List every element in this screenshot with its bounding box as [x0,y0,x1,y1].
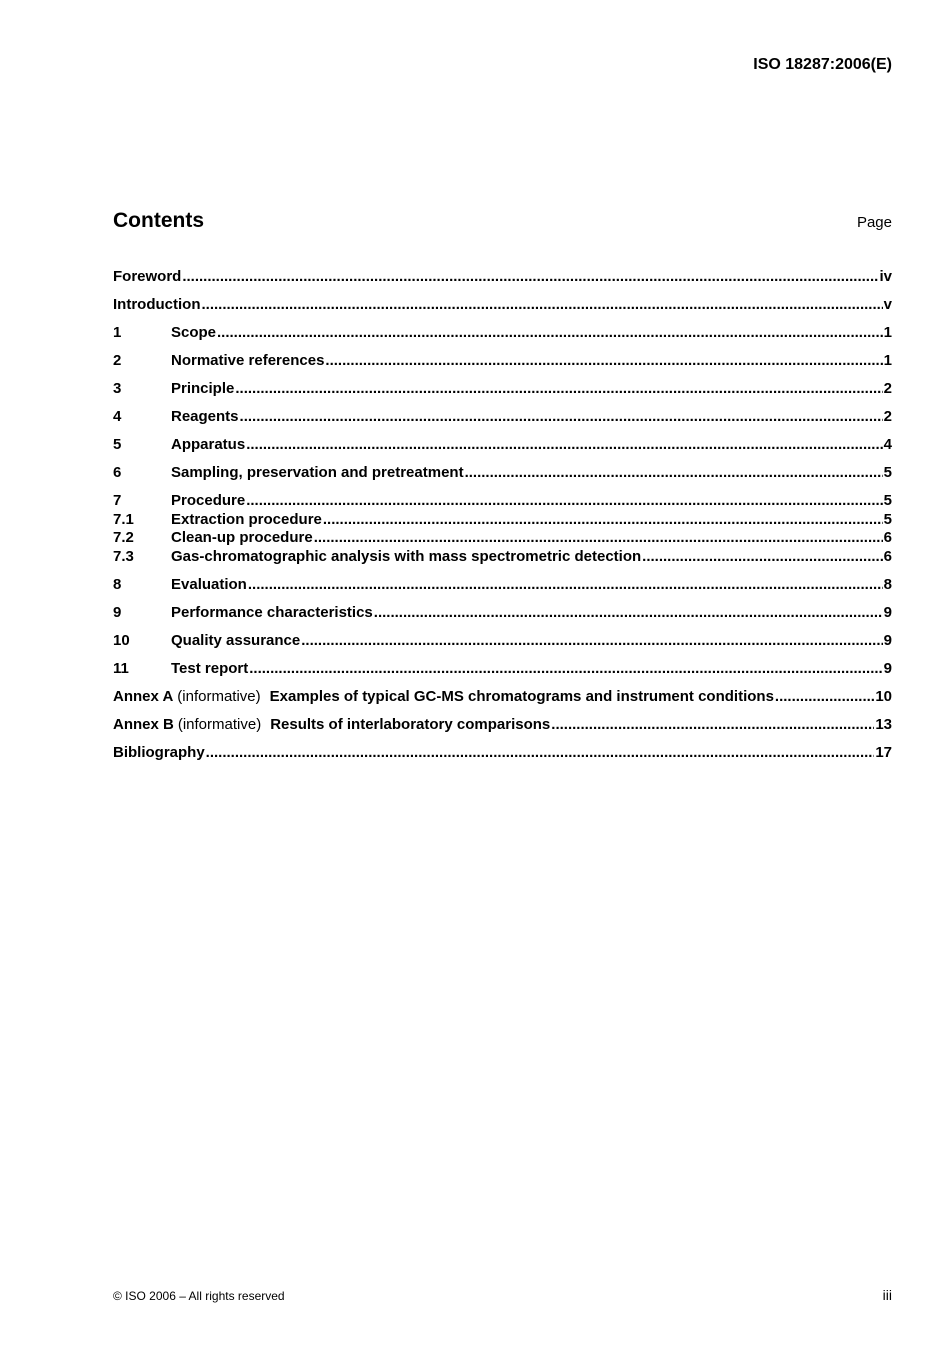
toc-entry-page: 5 [883,510,892,528]
toc-entry[interactable] [113,408,892,427]
toc-entry-page: 6 [883,529,892,546]
toc-entry-page: iv [879,268,892,285]
toc-entry-title: Test report [171,659,249,677]
toc-entry-page: 1 [883,352,892,369]
toc-dot-leader [323,511,883,530]
toc-annex-label: Annex A [113,687,174,705]
toc-entry-title: Evaluation [171,575,247,593]
toc-entry-page: 6 [883,547,892,565]
page-number: iii [882,1287,892,1303]
toc-entry[interactable] [113,511,892,530]
toc-entry-page: 1 [883,324,892,341]
toc-entry[interactable] [113,632,892,651]
toc-entry-number: 3 [113,380,122,397]
toc-entry-title: Bibliography [113,743,205,761]
toc-entry-page: 9 [883,631,892,649]
toc-entry-title: Quality assurance [171,631,301,649]
toc-entry-title: Introduction [113,296,201,313]
toc-entry-number: 7.1 [113,510,134,528]
toc-dot-leader [235,380,882,399]
toc-entry-title: Sampling, preservation and pretreatment [171,464,464,481]
document-identifier: ISO 18287:2006(E) [753,56,892,73]
toc-entry[interactable] [113,380,892,399]
toc-dot-leader [246,436,882,455]
toc-entry-page: 10 [875,687,892,705]
toc-dot-leader [465,464,883,483]
toc-entry[interactable] [113,529,892,548]
toc-entry-title: Apparatus [171,436,246,453]
toc-entry-number: 5 [113,436,122,453]
toc-entry-number: 9 [113,603,122,621]
toc-entry-title: Foreword [113,268,182,285]
toc-entry-page: 9 [883,603,892,621]
toc-entry-page: 5 [883,492,892,509]
toc-entry-title: Principle [171,380,235,397]
toc-entry[interactable] [113,464,892,483]
toc-entry[interactable] [113,296,892,315]
toc-entry-number: 7.2 [113,529,134,546]
toc-entry-number: 4 [113,408,122,425]
toc-dot-leader [301,632,882,651]
toc-dot-leader [206,744,875,763]
toc-annex-informative: (informative) [177,687,261,705]
toc-entry-number: 10 [113,631,130,649]
toc-entry-number: 11 [113,659,129,677]
toc-entry[interactable] [113,548,892,567]
table-of-contents [113,268,892,762]
toc-entry-page: 13 [875,715,892,733]
toc-dot-leader [314,529,883,548]
toc-entry[interactable] [113,688,892,707]
toc-dot-leader [240,408,883,427]
toc-entry-page: 17 [875,743,892,761]
toc-entry-page: 4 [883,436,892,453]
toc-entry-page: v [883,296,892,313]
toc-dot-leader [248,576,883,595]
toc-entry-number: 7.3 [113,547,134,565]
toc-annex-informative: (informative) [177,715,262,733]
toc-entry-title: Normative references [171,352,325,369]
toc-entry-title: Procedure [171,492,246,509]
toc-dot-leader [217,324,883,343]
toc-entry-title: Scope [171,324,217,341]
toc-entry[interactable] [113,436,892,455]
toc-entry-title: Examples of typical GC-MS chromatograms and instrument conditions [269,687,774,705]
toc-entry-page: 8 [883,575,892,593]
toc-entry[interactable] [113,492,892,511]
toc-entry-title: Results of interlaboratory comparisons [270,715,551,733]
toc-entry-page: 2 [883,380,892,397]
toc-dot-leader [642,548,883,567]
contents-heading-row [113,209,892,233]
toc-dot-leader [775,688,874,707]
toc-annex-label: Annex B [113,715,174,733]
toc-entry-page: 5 [883,464,892,481]
toc-entry-number: 6 [113,464,122,481]
toc-entry-title: Reagents [171,408,239,425]
toc-entry-title: Gas-chromatographic analysis with mass spectrometric detection [171,547,642,565]
toc-entry[interactable] [113,744,892,763]
toc-dot-leader [325,352,882,371]
toc-entry[interactable] [113,324,892,343]
copyright-notice: © ISO 2006 – All rights reserved [113,1289,285,1303]
toc-dot-leader [249,660,882,679]
toc-entry-title: Extraction procedure [171,510,322,528]
toc-entry[interactable] [113,660,892,679]
toc-entry-title: Clean-up procedure [171,529,313,546]
toc-entry[interactable] [113,352,892,371]
toc-entry-number: 1 [113,324,122,341]
toc-entry-number: 8 [113,575,122,593]
toc-entry-page: 9 [883,659,892,677]
toc-entry[interactable] [113,604,892,623]
toc-entry[interactable] [113,268,892,287]
toc-dot-leader [374,604,883,623]
toc-entry[interactable] [113,576,892,595]
toc-dot-leader [201,296,882,315]
toc-dot-leader [246,492,882,511]
toc-dot-leader [551,716,874,735]
toc-entry-title: Performance characteristics [171,603,373,621]
toc-dot-leader [182,268,878,287]
toc-entry-number: 7 [113,492,122,509]
page-column-label: Page [856,214,892,231]
toc-entry-page: 2 [883,408,892,425]
toc-entry[interactable] [113,716,892,735]
toc-entry-number: 2 [113,352,122,369]
contents-title: Contents [113,209,204,232]
